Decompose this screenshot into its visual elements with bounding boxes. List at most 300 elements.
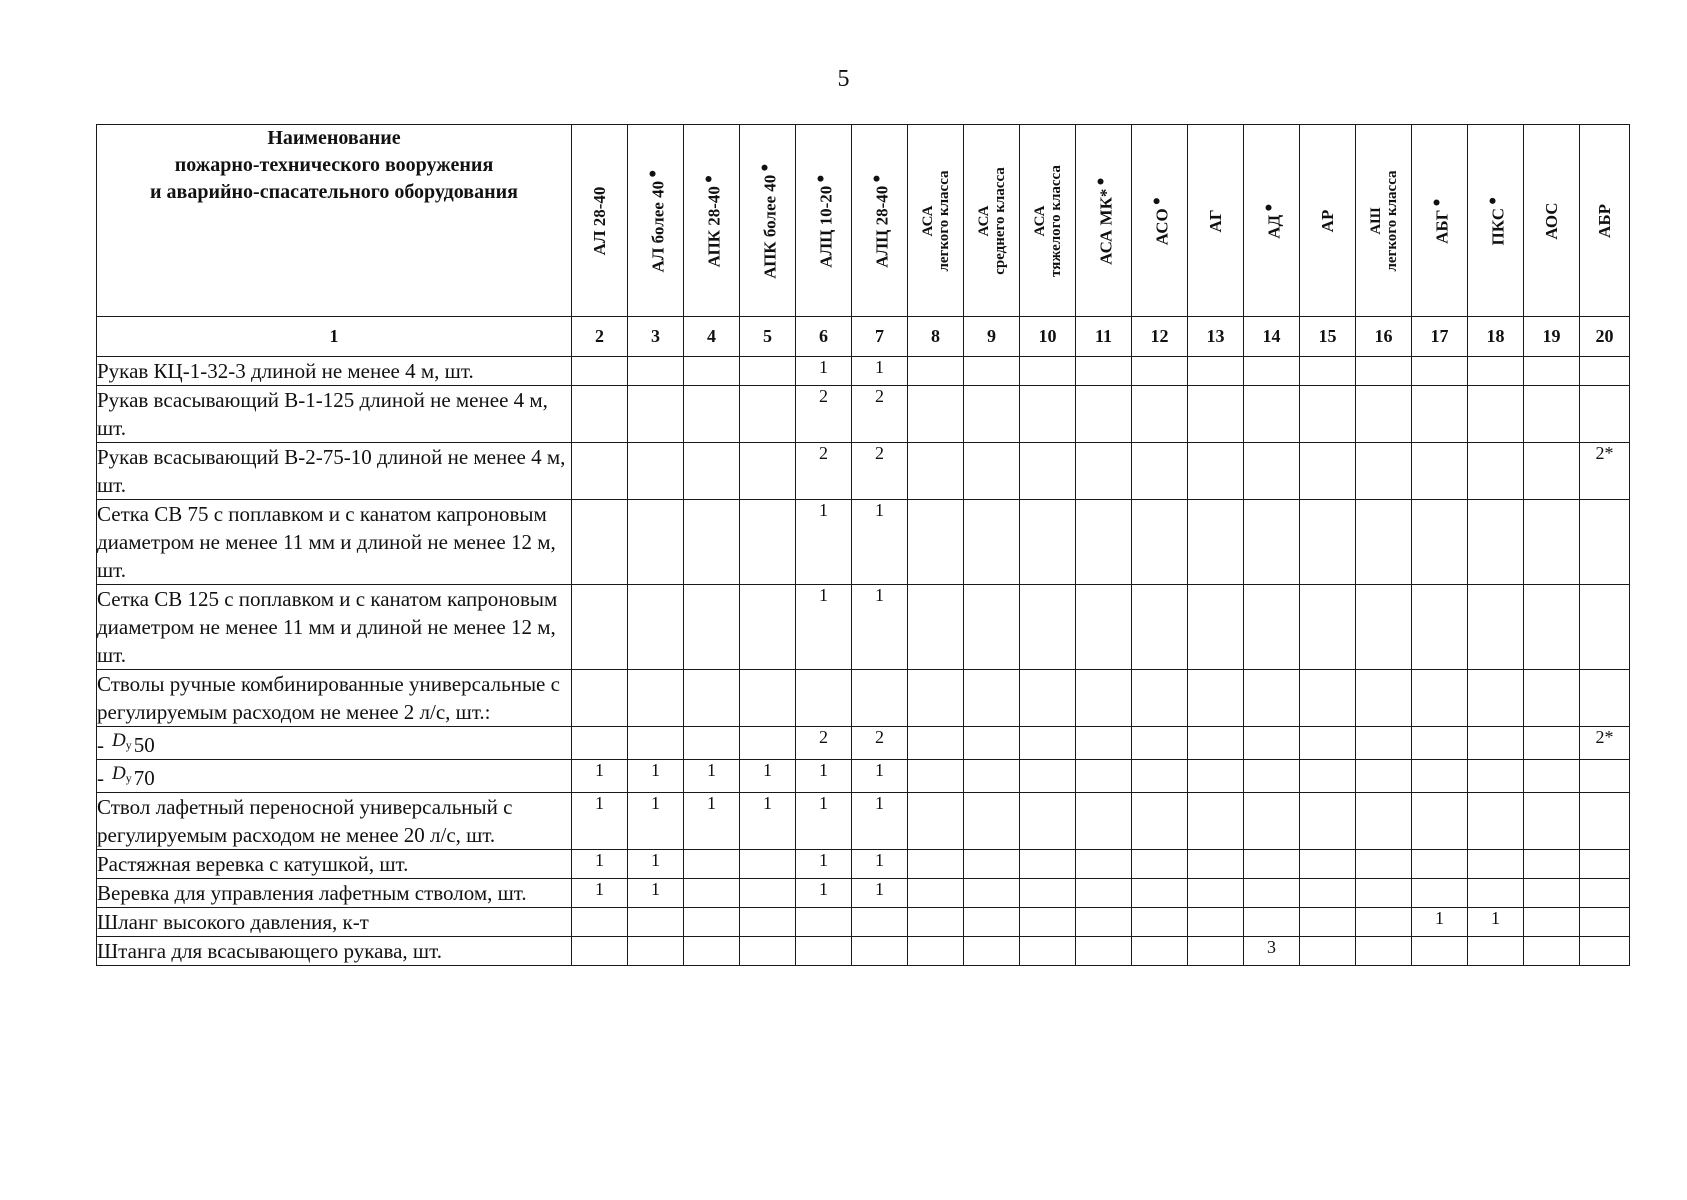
quantity-cell <box>684 937 740 966</box>
quantity-cell <box>1244 500 1300 585</box>
quantity-cell: 1 <box>796 585 852 670</box>
quantity-cell <box>964 879 1020 908</box>
quantity-cell <box>908 585 964 670</box>
quantity-cell <box>1020 850 1076 879</box>
column-header <box>628 125 684 317</box>
quantity-cell <box>1244 908 1300 937</box>
column-header <box>1020 125 1076 317</box>
column-header-line <box>868 174 891 268</box>
column-header-label: АГ <box>1205 208 1225 233</box>
quantity-cell <box>1188 727 1244 760</box>
quantity-cell <box>628 670 684 727</box>
quantity-cell <box>1020 793 1076 850</box>
column-header-line <box>1428 198 1451 244</box>
item-name: Сетка СВ 125 с поплавком и с канатом капроновым диаметром не менее 11 мм и длиной не менее 12 м, шт. <box>97 585 572 670</box>
column-header-line <box>1384 170 1400 271</box>
column-header-line <box>976 167 992 275</box>
nominal-diameter-symbol <box>112 763 132 784</box>
column-header-line <box>920 170 936 271</box>
column-header-label: АСА <box>919 204 936 237</box>
quantity-cell <box>1188 357 1244 386</box>
quantity-cell <box>964 908 1020 937</box>
quantity-cell <box>1300 850 1356 879</box>
quantity-cell <box>1356 760 1412 793</box>
column-header-text <box>1543 202 1561 239</box>
quantity-cell <box>1020 879 1076 908</box>
nominal-diameter-symbol <box>112 730 132 751</box>
quantity-cell <box>628 386 684 443</box>
column-header-text <box>591 186 609 255</box>
quantity-cell <box>1356 357 1412 386</box>
quantity-cell <box>684 357 740 386</box>
quantity-cell <box>1020 357 1076 386</box>
quantity-cell <box>1412 760 1468 793</box>
quantity-cell <box>1356 879 1412 908</box>
quantity-cell <box>908 386 964 443</box>
column-header <box>1244 125 1300 317</box>
quantity-cell: 1 <box>852 357 908 386</box>
column-header-text <box>1484 196 1507 245</box>
quantity-cell: 1 <box>852 850 908 879</box>
quantity-cell <box>1244 727 1300 760</box>
quantity-cell <box>1020 760 1076 793</box>
column-header-line <box>1207 209 1225 232</box>
quantity-cell <box>1580 585 1630 670</box>
quantity-cell: 1 <box>572 850 628 879</box>
quantity-cell <box>1132 793 1188 850</box>
quantity-cell <box>1356 500 1412 585</box>
quantity-cell: 1 <box>628 760 684 793</box>
quantity-cell <box>1524 727 1580 760</box>
quantity-cell <box>1132 850 1188 879</box>
quantity-cell <box>1020 937 1076 966</box>
quantity-cell: 1 <box>572 760 628 793</box>
bullet-icon: ● <box>645 168 661 178</box>
column-number: 5 <box>740 317 796 357</box>
item-name: Рукав КЦ-1-32-3 длиной не менее 4 м, шт. <box>97 357 572 386</box>
quantity-cell <box>684 500 740 585</box>
quantity-cell <box>1580 879 1630 908</box>
column-header <box>1412 125 1468 317</box>
item-name <box>97 760 572 793</box>
quantity-cell: 1 <box>852 879 908 908</box>
quantity-cell <box>1468 585 1524 670</box>
column-number: 1 <box>97 317 572 357</box>
quantity-cell <box>908 908 964 937</box>
column-header-label: АЛ 28-40 <box>589 186 609 255</box>
quantity-cell <box>1188 908 1244 937</box>
quantity-cell <box>1356 850 1412 879</box>
quantity-cell <box>628 727 684 760</box>
item-name: Стволы ручные комбинированные универсальные с регулируемым расходом не менее 2 л/с, шт.: <box>97 670 572 727</box>
quantity-cell <box>1412 937 1468 966</box>
column-header <box>740 125 796 317</box>
quantity-cell <box>684 879 740 908</box>
quantity-cell <box>964 937 1020 966</box>
quantity-cell <box>740 386 796 443</box>
quantity-cell <box>1300 760 1356 793</box>
quantity-cell <box>1524 793 1580 850</box>
quantity-cell <box>1076 585 1132 670</box>
quantity-cell <box>1188 850 1244 879</box>
quantity-cell <box>852 670 908 727</box>
quantity-cell <box>908 727 964 760</box>
quantity-cell <box>1244 850 1300 879</box>
quantity-cell: 2 <box>852 386 908 443</box>
quantity-cell <box>1468 760 1524 793</box>
quantity-cell <box>1300 793 1356 850</box>
quantity-cell: 1 <box>852 793 908 850</box>
quantity-cell <box>1020 727 1076 760</box>
item-name: Штанга для всасывающего рукава, шт. <box>97 937 572 966</box>
column-header <box>852 125 908 317</box>
column-header-text <box>1596 204 1614 238</box>
quantity-cell <box>628 500 684 585</box>
quantity-cell <box>1188 443 1244 500</box>
quantity-cell <box>1188 793 1244 850</box>
quantity-cell: 1 <box>628 879 684 908</box>
quantity-cell <box>1244 760 1300 793</box>
column-header <box>1468 125 1524 317</box>
quantity-cell <box>1412 670 1468 727</box>
diameter-letter: D <box>112 763 126 784</box>
quantity-cell <box>1468 386 1524 443</box>
list-dash: - <box>97 733 104 757</box>
quantity-cell <box>1580 500 1630 585</box>
quantity-cell <box>1412 585 1468 670</box>
quantity-cell <box>572 908 628 937</box>
quantity-cell <box>1132 585 1188 670</box>
column-header-text <box>1260 203 1283 238</box>
quantity-cell <box>572 357 628 386</box>
quantity-cell <box>1468 937 1524 966</box>
quantity-cell <box>1076 357 1132 386</box>
diameter-subscript: у <box>125 771 132 785</box>
quantity-cell <box>852 908 908 937</box>
column-header <box>572 125 628 317</box>
quantity-cell: 1 <box>740 793 796 850</box>
quantity-cell <box>1076 793 1132 850</box>
quantity-cell <box>1580 793 1630 850</box>
quantity-cell <box>1244 386 1300 443</box>
quantity-cell: 1 <box>1412 908 1468 937</box>
column-header <box>1076 125 1132 317</box>
column-header-label: АД <box>1263 214 1283 239</box>
column-header-text <box>1428 198 1451 244</box>
column-header-text <box>1319 209 1337 232</box>
column-number: 16 <box>1356 317 1412 357</box>
quantity-cell <box>1524 937 1580 966</box>
name-header-line: и аварийно-спасательного оборудования <box>150 181 518 203</box>
table-row <box>97 879 1630 908</box>
quantity-cell <box>628 357 684 386</box>
column-header-text <box>976 167 1008 275</box>
quantity-cell <box>1524 357 1580 386</box>
quantity-cell <box>964 850 1020 879</box>
item-name: Сетка СВ 75 с поплавком и с канатом капроновым диаметром не менее 11 мм и длиной не менее 12 м, шт. <box>97 500 572 585</box>
quantity-cell <box>628 908 684 937</box>
table-row <box>97 760 1630 793</box>
table-row <box>97 850 1630 879</box>
quantity-cell <box>684 386 740 443</box>
item-name: Рукав всасывающий В-1-125 длиной не менее 4 м, шт. <box>97 386 572 443</box>
quantity-cell <box>1356 670 1412 727</box>
quantity-cell <box>1524 879 1580 908</box>
item-name <box>97 727 572 760</box>
quantity-cell: 1 <box>572 879 628 908</box>
quantity-cell <box>740 357 796 386</box>
quantity-cell <box>1524 443 1580 500</box>
quantity-cell <box>1524 585 1580 670</box>
column-header <box>1132 125 1188 317</box>
quantity-cell <box>1188 879 1244 908</box>
quantity-cell <box>1132 357 1188 386</box>
quantity-cell <box>1188 670 1244 727</box>
column-number: 4 <box>684 317 740 357</box>
quantity-cell <box>1468 443 1524 500</box>
column-header-line <box>1368 170 1384 271</box>
quantity-cell <box>1188 500 1244 585</box>
quantity-cell <box>1524 386 1580 443</box>
column-header-label: АСА МК* <box>1095 188 1115 265</box>
quantity-cell <box>1132 908 1188 937</box>
quantity-cell <box>1524 850 1580 879</box>
quantity-cell: 2* <box>1580 443 1630 500</box>
quantity-cell <box>1524 500 1580 585</box>
quantity-cell <box>1244 793 1300 850</box>
quantity-cell <box>1020 500 1076 585</box>
bullet-icon: ● <box>701 174 717 183</box>
quantity-cell <box>740 585 796 670</box>
column-number: 19 <box>1524 317 1580 357</box>
quantity-cell <box>628 443 684 500</box>
bullet-icon: ● <box>757 162 773 172</box>
column-header <box>1356 125 1412 317</box>
quantity-cell <box>572 585 628 670</box>
column-header-text <box>756 163 779 279</box>
column-header-label: среднего класса <box>991 166 1008 275</box>
quantity-cell <box>1468 879 1524 908</box>
quantity-cell <box>964 386 1020 443</box>
column-header-label: АОС <box>1541 201 1561 240</box>
item-name: Веревка для управления лафетным стволом, шт. <box>97 879 572 908</box>
quantity-cell <box>1020 386 1076 443</box>
quantity-cell: 1 <box>1468 908 1524 937</box>
quantity-cell <box>572 937 628 966</box>
quantity-cell <box>1468 793 1524 850</box>
quantity-cell <box>1244 879 1300 908</box>
quantity-cell: 1 <box>684 793 740 850</box>
column-header-label: АБР <box>1594 203 1614 238</box>
quantity-cell <box>908 793 964 850</box>
column-header-text <box>1032 165 1064 277</box>
quantity-cell: 2 <box>796 727 852 760</box>
quantity-cell <box>1076 727 1132 760</box>
bullet-icon: ● <box>1261 202 1277 212</box>
table-row <box>97 670 1630 727</box>
quantity-cell <box>1580 760 1630 793</box>
quantity-cell <box>1356 386 1412 443</box>
quantity-cell <box>1020 443 1076 500</box>
bullet-icon: ● <box>1093 176 1109 186</box>
column-number: 10 <box>1020 317 1076 357</box>
column-number: 6 <box>796 317 852 357</box>
quantity-cell: 1 <box>796 850 852 879</box>
bullet-icon: ● <box>813 173 829 183</box>
column-header-label: тяжелого класса <box>1047 164 1064 277</box>
quantity-cell: 1 <box>684 760 740 793</box>
quantity-cell <box>1300 670 1356 727</box>
quantity-cell <box>1300 727 1356 760</box>
column-header-label: АСО <box>1151 207 1171 245</box>
bullet-icon: ● <box>869 173 885 183</box>
quantity-cell <box>1132 386 1188 443</box>
quantity-cell: 2 <box>796 386 852 443</box>
quantity-cell <box>684 727 740 760</box>
quantity-cell <box>1580 670 1630 727</box>
quantity-cell <box>684 585 740 670</box>
quantity-cell <box>1020 908 1076 937</box>
column-header-line <box>591 186 609 255</box>
column-header <box>1300 125 1356 317</box>
column-header-line <box>756 163 779 279</box>
column-number: 12 <box>1132 317 1188 357</box>
quantity-cell <box>1132 760 1188 793</box>
column-header <box>964 125 1020 317</box>
quantity-cell: 1 <box>740 760 796 793</box>
quantity-cell <box>964 585 1020 670</box>
column-header-label: ПКС <box>1487 207 1507 245</box>
quantity-cell: 2 <box>852 443 908 500</box>
name-column-header <box>97 125 572 317</box>
quantity-cell <box>1076 879 1132 908</box>
quantity-cell <box>908 937 964 966</box>
item-name: Ствол лафетный переносной универсальный с регулируемым расходом не менее 20 л/с, шт. <box>97 793 572 850</box>
quantity-cell <box>1300 386 1356 443</box>
table-row <box>97 585 1630 670</box>
column-number: 15 <box>1300 317 1356 357</box>
quantity-cell <box>1524 908 1580 937</box>
quantity-cell <box>852 937 908 966</box>
quantity-cell <box>1076 670 1132 727</box>
column-number: 17 <box>1412 317 1468 357</box>
quantity-cell <box>796 670 852 727</box>
quantity-cell <box>1356 727 1412 760</box>
quantity-cell <box>1244 357 1300 386</box>
quantity-cell <box>740 727 796 760</box>
quantity-cell <box>1300 879 1356 908</box>
quantity-cell <box>1132 500 1188 585</box>
quantity-cell <box>1356 793 1412 850</box>
quantity-cell <box>1300 500 1356 585</box>
column-header-label: АШ <box>1367 206 1384 235</box>
column-header-label: АЛЦ 28-40 <box>871 185 891 268</box>
item-name: Шланг высокого давления, к-т <box>97 908 572 937</box>
column-number: 9 <box>964 317 1020 357</box>
diameter-value: 50 <box>133 733 155 757</box>
quantity-cell <box>1300 937 1356 966</box>
quantity-cell <box>572 443 628 500</box>
column-header <box>1188 125 1244 317</box>
table-row <box>97 386 1630 443</box>
column-header-text <box>1092 177 1115 265</box>
column-header-line <box>812 174 835 268</box>
column-header-label: АБГ <box>1431 209 1451 244</box>
quantity-cell <box>1076 850 1132 879</box>
quantity-cell <box>964 727 1020 760</box>
quantity-cell <box>572 386 628 443</box>
quantity-cell: 1 <box>852 585 908 670</box>
name-header-line: Наименование <box>267 127 401 149</box>
column-header-line <box>1032 165 1048 277</box>
quantity-cell <box>1356 585 1412 670</box>
quantity-cell: 1 <box>572 793 628 850</box>
item-name: Рукав всасывающий В-2-75-10 длиной не менее 4 м, шт. <box>97 443 572 500</box>
quantity-cell <box>1412 850 1468 879</box>
quantity-cell <box>1244 585 1300 670</box>
quantity-cell <box>628 585 684 670</box>
table-row <box>97 937 1630 966</box>
quantity-cell <box>1188 585 1244 670</box>
quantity-cell <box>908 357 964 386</box>
column-header-label: АСА <box>975 205 992 237</box>
quantity-cell <box>1412 500 1468 585</box>
quantity-cell <box>1076 908 1132 937</box>
column-header <box>1580 125 1630 317</box>
quantity-cell <box>1188 386 1244 443</box>
quantity-cell <box>964 500 1020 585</box>
column-number-row <box>97 317 1630 357</box>
quantity-cell <box>1300 443 1356 500</box>
column-header-text <box>812 174 835 268</box>
quantity-cell: 1 <box>628 850 684 879</box>
bullet-icon: ● <box>1485 196 1501 205</box>
quantity-cell <box>1412 443 1468 500</box>
quantity-cell <box>1468 670 1524 727</box>
column-number: 11 <box>1076 317 1132 357</box>
page-number: 5 <box>837 66 850 92</box>
quantity-cell: 1 <box>852 760 908 793</box>
quantity-cell <box>908 670 964 727</box>
column-number: 14 <box>1244 317 1300 357</box>
quantity-cell <box>1580 937 1630 966</box>
quantity-cell <box>1468 850 1524 879</box>
column-header-line <box>936 170 952 271</box>
column-header-label: АР <box>1317 209 1337 232</box>
column-header-label: АПК более 40 <box>759 174 779 279</box>
quantity-cell <box>628 937 684 966</box>
column-number: 3 <box>628 317 684 357</box>
quantity-cell <box>1300 908 1356 937</box>
quantity-cell <box>908 760 964 793</box>
quantity-cell <box>684 443 740 500</box>
quantity-cell <box>908 443 964 500</box>
quantity-cell <box>1524 760 1580 793</box>
quantity-cell <box>1132 443 1188 500</box>
quantity-cell <box>1244 670 1300 727</box>
column-header-label: АСА <box>1031 204 1048 237</box>
diameter-subscript: у <box>125 738 132 752</box>
column-header <box>1524 125 1580 317</box>
quantity-cell <box>908 500 964 585</box>
quantity-cell <box>1468 500 1524 585</box>
table-row <box>97 793 1630 850</box>
quantity-cell <box>1468 727 1524 760</box>
column-header-text <box>700 174 723 267</box>
quantity-cell <box>1524 670 1580 727</box>
quantity-cell <box>1356 443 1412 500</box>
quantity-cell <box>740 670 796 727</box>
